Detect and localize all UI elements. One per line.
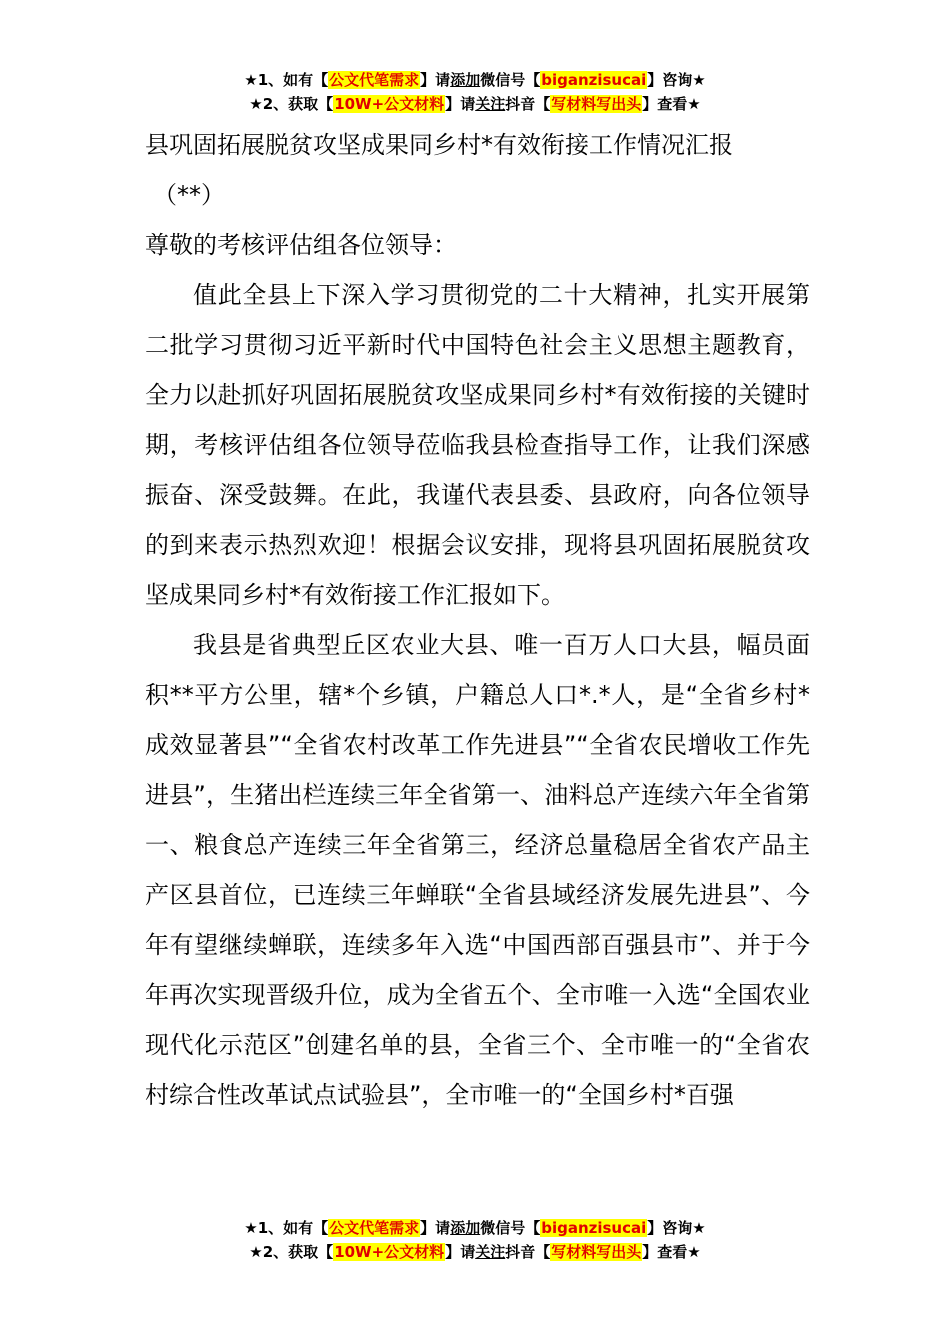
salutation: 尊敬的考核评估组各位领导： xyxy=(145,231,457,259)
highlight-materials: 10W+公文材料 xyxy=(334,1243,445,1261)
highlight-wechat-id: biganzisucai xyxy=(541,71,647,89)
highlight-service: 公文代笔需求 xyxy=(329,71,420,89)
highlight-douyin: 写材料写出头 xyxy=(551,1243,642,1261)
document-title-note: （**） xyxy=(153,181,225,209)
paragraph-intro: 值此全县上下深入学习贯彻党的二十大精神，扎实开展第二批学习贯彻习近平新时代中国特色社会主义思想主题教育，全力以赴抓好巩固拓展脱贫攻坚成果同乡村*有效衔接的关键时期，考核评估组各位领导莅临我县检查指导工作，让我们深感振奋、深受鼓舞。在此，我谨代表县委、县政府，向各位领导的到来表示热烈欢迎！根据会议安排，现将县巩固拓展脱贫攻坚成果同乡村*有效衔接工作汇报如下。 xyxy=(145,281,810,609)
document-body xyxy=(145,120,810,1120)
banner-line-1: ★1、如有【公文代笔需求】请添加微信号【biganzisucai】咨询★ xyxy=(244,1219,706,1237)
highlight-service: 公文代笔需求 xyxy=(329,1219,420,1237)
highlight-materials: 10W+公文材料 xyxy=(334,95,445,113)
banner-line-1: ★1、如有【公文代笔需求】请添加微信号【biganzisucai】咨询★ xyxy=(244,71,706,89)
footer-banner xyxy=(0,1216,950,1264)
header-banner xyxy=(0,68,950,116)
paragraph-overview: 我县是省典型丘区农业大县、唯一百万人口大县，幅员面积**平方公里，辖*个乡镇，户籍总人口*.*人，是“全省乡村*成效显著县”“全省农村改革工作先进县”“全省农民增收工作先进县”，生猪出栏连续三年全省第一、油料总产连续六年全省第一、粮食总产连续三年全省第三，经济总量稳居全省农产品主产区县首位，已连续三年蝉联“全省县域经济发展先进县”、今年有望继续蝉联，连续多年入选“中国西部百强县市”、并于今年再次实现晋级升位，成为全省五个、全市唯一入选“全国农业现代化示范区”创建名单的县，全省三个、全市唯一的“全省农村综合性改革试点试验县”，全市唯一的“全国乡村*百强 xyxy=(145,631,810,1109)
banner-line-2: ★2、获取【10W+公文材料】请关注抖音【写材料写出头】查看★ xyxy=(249,1243,701,1261)
highlight-douyin: 写材料写出头 xyxy=(551,95,642,113)
highlight-wechat-id: biganzisucai xyxy=(541,1219,647,1237)
banner-line-2: ★2、获取【10W+公文材料】请关注抖音【写材料写出头】查看★ xyxy=(249,95,701,113)
document-title: 县巩固拓展脱贫攻坚成果同乡村*有效衔接工作情况汇报 xyxy=(145,131,733,159)
